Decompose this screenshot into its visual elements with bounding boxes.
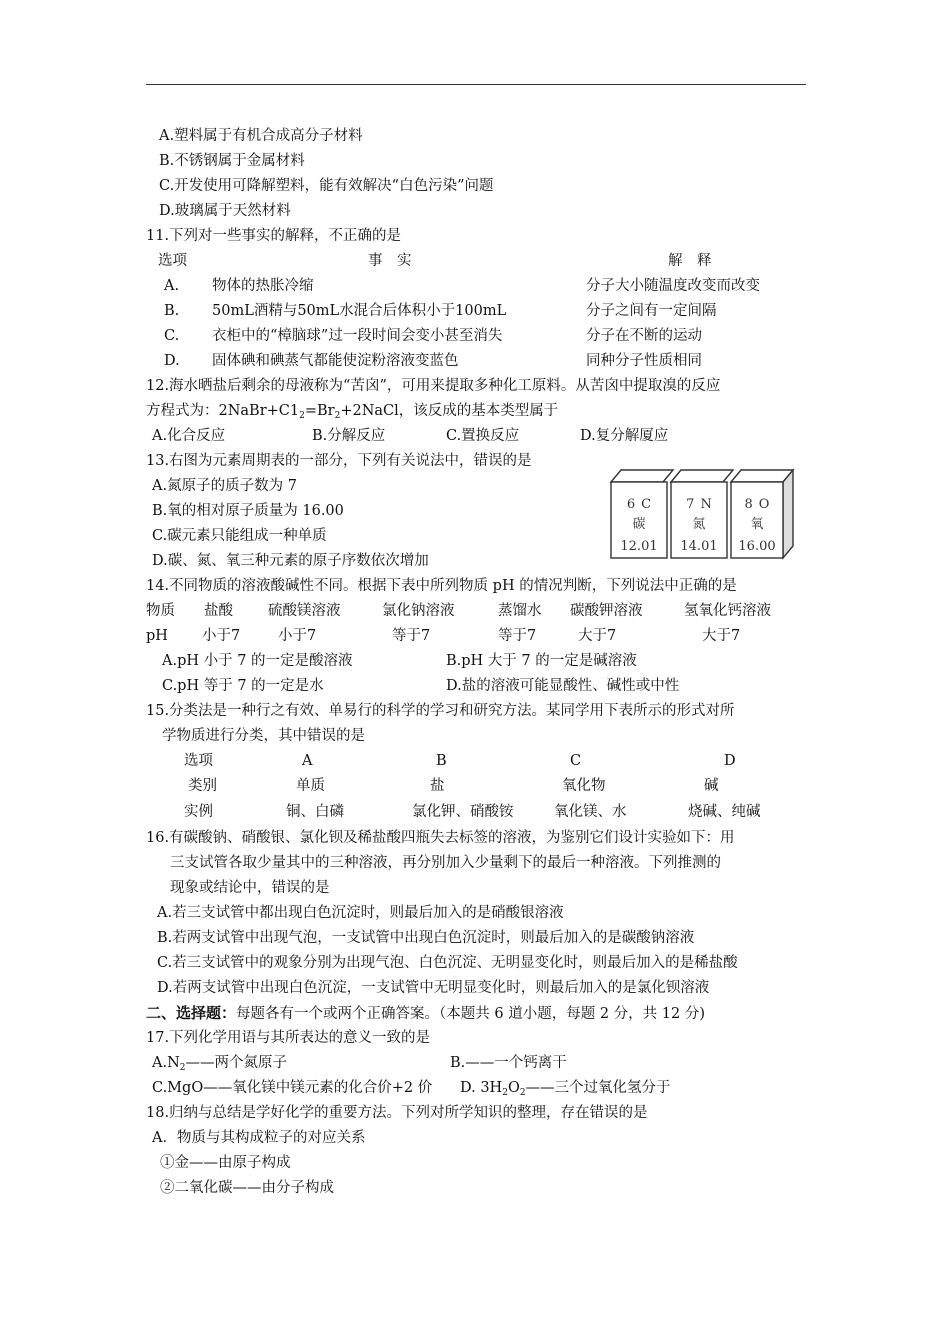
q11-header-explain: 解 释 <box>668 253 712 269</box>
q18-stem: 18.归纳与总结是学好化学的重要方法。下列对所学知识的整理，存在错误的是 <box>146 1105 648 1121</box>
q14-substance: 蒸馏水 <box>498 603 542 619</box>
section2-title: 二、选择题： <box>146 1004 237 1022</box>
periodic-table-fragment <box>603 468 807 560</box>
q14-ph: 小于7 <box>202 628 241 644</box>
q13-option-b: B.氧的相对原子质量为 16.00 <box>152 503 344 519</box>
q15-col-example: 铜、白磷 <box>286 804 344 820</box>
element-o-name: 氧 <box>750 517 764 532</box>
element-n-number-symbol: 7 N <box>686 497 712 512</box>
q15-col-category: 盐 <box>430 778 445 794</box>
q10-option-b: B.不锈钢属于金属材料 <box>159 153 305 169</box>
q18-item-1: ①金——由原子构成 <box>160 1155 291 1171</box>
q15-col-option: A <box>302 753 313 769</box>
element-c-mass: 12.01 <box>620 539 658 554</box>
q16-stem-line2: 三支试管各取少量其中的三种溶液，再分别加入少量剩下的最后一种溶液。下列推测的 <box>170 855 721 871</box>
q11-row-explain: 同种分子性质相同 <box>586 353 702 369</box>
section2-heading <box>146 1003 705 1024</box>
q14-stem: 14.不同物质的溶液酸碱性不同。根据下表中所列物质 pH 的情况判断，下列说法中正确的是 <box>146 578 737 594</box>
q15-col-option: C <box>570 753 582 769</box>
q12-option-d: D.复分解厦应 <box>580 428 669 444</box>
q15-col-example: 氯化钾、硝酸铵 <box>412 804 514 820</box>
q11-row-explain: 分子大小随温度改变而改变 <box>586 278 760 294</box>
q18-item-2: ②二氧化碳——由分子构成 <box>160 1180 334 1196</box>
q16-option-d: D.若两支试管中出现白色沉淀，一支试管中无明显变化时，则最后加入的是氯化钡溶液 <box>157 980 710 996</box>
q15-row-label: 实例 <box>184 804 213 820</box>
q13-option-c: C.碳元素只能组成一种单质 <box>152 528 327 544</box>
q15-col-option: D <box>724 753 736 769</box>
q14-ph: 大于7 <box>702 628 741 644</box>
q11-row-fact: 固体碘和碘蒸气都能使淀粉溶液变蓝色 <box>212 353 459 369</box>
page-top-rule <box>146 84 806 85</box>
q14-ph: 等于7 <box>392 628 431 644</box>
q11-stem: 11.下列对一些事实的解释，不正确的是 <box>146 228 402 244</box>
q14-ph: 大于7 <box>578 628 617 644</box>
q11-header-fact: 事 实 <box>368 253 412 269</box>
q11-row-explain: 分子在不断的运动 <box>586 328 702 344</box>
q11-row-option: C. <box>164 328 180 344</box>
q14-row-label-ph: pH <box>146 628 168 644</box>
q16-option-a: A.若三支试管中都出现白色沉淀时，则最后加入的是硝酸银溶液 <box>157 905 564 921</box>
q14-ph: 小于7 <box>278 628 317 644</box>
q17-option-a: $A.N_2——$两个氮原子 <box>152 1055 288 1073</box>
q15-col-option: B <box>436 753 447 769</box>
q14-substance: 氯化钠溶液 <box>382 603 455 619</box>
element-c-name: 碳 <box>632 517 646 532</box>
q14-substance: 氢氧化钙溶液 <box>684 603 771 619</box>
element-n-name: 氮 <box>692 517 706 532</box>
q10-option-d: D.玻璃属于天然材料 <box>159 203 291 219</box>
section2-description: 每题各有一个或两个正确答案。（本题共 6 道小题，每题 2 分，共 12 分) <box>236 1006 705 1022</box>
q13-option-a: A.氮原子的质子数为 7 <box>152 478 297 494</box>
q12-stem-line2: 方程式为：$2NaBr+C1_2=Br_2+2NaCl$，该反成的基本类型属于 <box>146 403 559 421</box>
q14-substance: 碳酸钾溶液 <box>570 603 643 619</box>
q11-row-fact: 衣柜中的“樟脑球”过一段时间会变小甚至消失 <box>212 328 503 344</box>
q11-row-explain: 分子之间有一定间隔 <box>586 303 717 319</box>
q15-stem-line1: 15.分类法是一种行之有效、单易行的科学的学习和研究方法。某同学用下表所示的形式对所 <box>146 703 735 719</box>
q14-option-c: C.pH 等于 7 的一定是水 <box>162 678 324 694</box>
q16-stem-line1: 16.有碳酸钠、硝酸银、氯化钡及稀盐酸四瓶失去标签的溶液，为鉴别它们设计实验如下：用 <box>146 830 735 846</box>
q12-option-b: B.分解反应 <box>312 428 386 444</box>
q17-option-d: D. $3H_2O_2——$三个过氧化氢分于 <box>460 1080 671 1098</box>
element-o-mass: 16.00 <box>738 539 776 554</box>
q15-row-label: 选项 <box>184 753 213 769</box>
element-n-mass: 14.01 <box>680 539 718 554</box>
q17-option-c: C.MgO——氧化镁中镁元素的化合价+2 价 <box>152 1080 433 1096</box>
q14-substance: 盐酸 <box>204 603 233 619</box>
q10-option-a: A.塑料属于有机合成高分子材料 <box>159 128 363 144</box>
q13-stem: 13.右图为元素周期表的一部分，下列有关说法中，错误的是 <box>146 453 532 469</box>
q12-stem-line1: 12.海水晒盐后剩余的母液称为“苦囟”，可用来提取多种化工原料。从苦囟中提取溴的反应 <box>146 378 721 394</box>
q16-option-c: C.若三支试管中的观象分别为出现气泡、白色沉淀、无明显变化时，则最后加入的是稀盐酸 <box>157 955 738 971</box>
q15-col-category: 碱 <box>704 778 719 794</box>
q12-option-a: A.化合反应 <box>152 428 226 444</box>
q15-col-category: 单质 <box>296 778 325 794</box>
q10-option-c: C.开发使用可降解塑料，能有效解决“白色污染”问题 <box>159 178 494 194</box>
q11-row-fact: 物体的热胀冷缩 <box>212 278 314 294</box>
q15-col-category: 氧化物 <box>562 778 606 794</box>
element-o-number-symbol: 8 O <box>744 497 770 512</box>
q14-row-label-substance: 物质 <box>146 603 175 619</box>
q11-row-option: A. <box>164 278 180 294</box>
q11-row-option: B. <box>164 303 180 319</box>
q12-option-c: C.置换反应 <box>446 428 520 444</box>
q16-stem-line3: 现象或结论中，错误的是 <box>170 880 330 896</box>
q14-option-a: A.pH 小于 7 的一定是酸溶液 <box>162 653 353 669</box>
q11-row-option: D. <box>164 353 180 369</box>
q16-option-b: B.若两支试管中出现气泡，一支试管中出现白色沉淀时，则最后加入的是碳酸钠溶液 <box>157 930 695 946</box>
q18-option-a: A．物质与其构成粒子的对应关系 <box>152 1130 366 1146</box>
q14-option-d: D.盐的溶液可能显酸性、碱性或中性 <box>446 678 680 694</box>
q15-col-example: 氧化镁、水 <box>554 804 627 820</box>
q17-option-b: B.——一个钙离干 <box>450 1055 567 1071</box>
q11-row-fact: 50mL酒精与50mL水混合后体积小于100mL <box>212 303 507 319</box>
q15-stem-line2: 学物质进行分类，其中错误的是 <box>162 728 365 744</box>
q14-ph: 等于7 <box>498 628 537 644</box>
q17-stem: 17.下列化学用语与其所表达的意义一致的是 <box>146 1030 431 1046</box>
q15-col-example: 烧碱、纯碱 <box>688 804 761 820</box>
q11-header-option: 选项 <box>158 253 187 269</box>
element-c-number-symbol: 6 C <box>626 497 652 512</box>
q14-option-b: B.pH 大于 7 的一定是碱溶液 <box>446 653 637 669</box>
q13-option-d: D.碳、氮、氧三种元素的原子序数依次增加 <box>152 553 429 569</box>
q15-row-label: 类别 <box>188 778 217 794</box>
q14-substance: 硫酸镁溶液 <box>268 603 341 619</box>
